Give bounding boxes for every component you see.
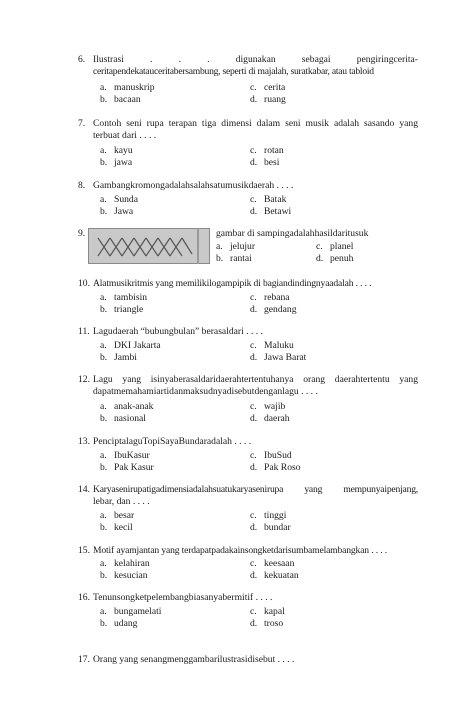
option-text: kelahiran — [114, 558, 150, 569]
option-text: besar — [114, 510, 135, 521]
option-a[interactable] — [100, 558, 250, 570]
option-letter: d. — [250, 156, 258, 168]
option-text: manuskrip — [114, 82, 155, 93]
option-letter: c. — [316, 241, 323, 252]
option-d[interactable] — [250, 157, 400, 169]
option-d[interactable] — [250, 206, 400, 218]
option-letter: b. — [100, 93, 108, 105]
question-6 — [78, 54, 418, 78]
option-letter: d. — [250, 617, 258, 629]
option-d[interactable] — [316, 253, 416, 265]
option-text: Pak Kasur — [114, 461, 154, 473]
option-letter: a. — [100, 194, 107, 205]
option-b[interactable] — [100, 413, 250, 425]
option-letter: a. — [100, 340, 107, 351]
option-text: kapal — [264, 606, 285, 617]
option-text: bungamelati — [114, 606, 162, 617]
option-letter: d. — [250, 205, 258, 217]
option-letter: a. — [100, 450, 107, 461]
option-letter: c. — [250, 401, 257, 412]
option-text: udang — [114, 617, 138, 629]
option-text: penuh — [330, 252, 354, 264]
options-16 — [100, 606, 400, 630]
question-number: 11. — [78, 326, 90, 337]
option-text: Jambi — [114, 351, 137, 363]
options-14 — [100, 510, 400, 534]
option-letter: c. — [250, 606, 257, 617]
options-12 — [100, 401, 400, 425]
option-letter: c. — [250, 558, 257, 569]
option-text: jelujur — [230, 241, 256, 252]
option-letter: d. — [250, 569, 258, 581]
question-17 — [78, 654, 418, 666]
question-text: terbuat dari . . . . — [93, 130, 157, 142]
option-b[interactable] — [100, 206, 250, 218]
option-letter: d. — [316, 252, 324, 264]
option-c[interactable] — [250, 450, 400, 462]
option-text: Sunda — [114, 194, 138, 205]
question-number: 16. — [78, 592, 90, 603]
option-text: troso — [264, 617, 284, 629]
option-c[interactable] — [250, 510, 400, 522]
option-text: gendang — [264, 303, 297, 315]
question-15 — [78, 545, 418, 557]
option-letter: b. — [100, 156, 108, 168]
question-number: 14. — [78, 484, 90, 495]
option-text: Jawa Barat — [264, 351, 307, 363]
question-8 — [78, 180, 418, 192]
option-text: rebana — [264, 292, 290, 303]
option-b[interactable] — [216, 253, 316, 265]
option-letter: c. — [250, 145, 257, 156]
option-letter: d. — [250, 93, 258, 105]
option-a[interactable] — [100, 510, 250, 522]
question-text: Karyasenirupatigadimensiadalahsuatukaryasenirupa yang mempunyaipenjang, — [93, 484, 418, 495]
option-text: IbuKasur — [114, 450, 150, 461]
option-text: besi — [264, 156, 280, 168]
option-text: Batak — [264, 194, 287, 205]
option-text: ruang — [264, 93, 286, 105]
option-c[interactable] — [250, 194, 400, 206]
option-letter: b. — [100, 461, 108, 473]
option-a[interactable] — [216, 241, 316, 253]
stitch-illustration — [88, 228, 210, 264]
question-10 — [78, 278, 418, 290]
options-6 — [100, 82, 400, 106]
option-text: Jawa — [114, 205, 134, 217]
question-number: 6. — [78, 54, 86, 65]
option-letter: b. — [100, 569, 108, 581]
options-15 — [100, 558, 400, 582]
option-letter: b. — [100, 351, 108, 363]
question-text: Contoh seni rupa terapan tiga dimensi dalam seni musik adalah sasando yang — [93, 118, 418, 129]
question-number: 7. — [78, 118, 86, 129]
question-text: Lagu yang isinyaberasaldaridaerahtertentuhanya orang daerahtertentu yang — [93, 374, 418, 385]
option-text: Maluku — [264, 340, 294, 351]
option-letter: b. — [100, 303, 108, 315]
question-13 — [78, 436, 418, 448]
option-letter: c. — [250, 340, 257, 351]
option-letter: a. — [100, 401, 107, 412]
option-c[interactable] — [250, 558, 400, 570]
option-letter: a. — [100, 82, 107, 93]
option-letter: b. — [100, 412, 108, 424]
option-letter: a. — [100, 145, 107, 156]
option-d[interactable] — [250, 618, 400, 630]
option-d[interactable] — [250, 413, 400, 425]
question-text: dapatmemahamiartidanmaksudnyadisebutdenganlagu . . . . — [93, 386, 318, 398]
option-letter: a. — [100, 558, 107, 569]
option-letter: c. — [250, 450, 257, 461]
options-9 — [216, 241, 416, 265]
option-c[interactable] — [250, 82, 400, 94]
option-b[interactable] — [100, 157, 250, 169]
option-text: bacaan — [114, 93, 141, 105]
option-letter: a. — [100, 292, 107, 303]
option-text: anak-anak — [114, 401, 154, 412]
option-b[interactable] — [100, 522, 250, 534]
option-a[interactable] — [100, 401, 250, 413]
option-d[interactable] — [250, 570, 400, 582]
option-d[interactable] — [250, 352, 400, 364]
option-letter: d. — [250, 461, 258, 473]
option-text: daerah — [264, 412, 290, 424]
options-11 — [100, 340, 400, 364]
option-text: planel — [330, 241, 354, 252]
options-10 — [100, 292, 400, 316]
option-b[interactable] — [100, 570, 250, 582]
option-letter: c. — [250, 292, 257, 303]
option-c[interactable] — [250, 145, 400, 157]
option-b[interactable] — [100, 352, 250, 364]
option-text: kekuatan — [264, 569, 299, 581]
question-text: lebar, dan . . . . — [93, 496, 150, 508]
question-number: 13. — [78, 436, 90, 447]
option-c[interactable] — [250, 340, 400, 352]
option-b[interactable] — [100, 462, 250, 474]
question-text: PenciptalaguTopiSayaBundaradalah . . . . — [93, 436, 252, 447]
option-letter: c. — [250, 194, 257, 205]
option-letter: a. — [216, 241, 223, 252]
option-text: rotan — [264, 145, 284, 156]
option-a[interactable] — [100, 450, 250, 462]
option-d[interactable] — [250, 462, 400, 474]
question-14 — [78, 484, 418, 508]
question-text: Tenunsongketpelembangbiasanyabermitif . . . . — [93, 592, 273, 603]
question-number: 8. — [78, 180, 86, 191]
option-letter: d. — [250, 351, 258, 363]
option-text: DKI Jakarta — [114, 340, 161, 351]
question-text: Gambangkromongadalahsalahsatumusikdaerah . . . . — [93, 180, 294, 191]
option-text: tinggi — [264, 510, 287, 521]
options-8 — [100, 194, 400, 218]
option-c[interactable] — [250, 292, 400, 304]
option-text: wajib — [264, 401, 286, 412]
option-letter: b. — [100, 205, 108, 217]
option-b[interactable] — [100, 618, 250, 630]
question-text: Motif ayamjantan yang terdapatpadakainsongketdarisumbamelambangkan . . . . — [93, 545, 387, 556]
option-text: kecil — [114, 521, 133, 533]
options-7 — [100, 145, 400, 169]
option-letter: c. — [250, 510, 257, 521]
option-text: tambisin — [114, 292, 148, 303]
option-c[interactable] — [250, 401, 400, 413]
option-letter: d. — [250, 521, 258, 533]
option-letter: d. — [250, 303, 258, 315]
question-number: 15. — [78, 545, 90, 556]
option-b[interactable] — [100, 94, 250, 106]
option-text: kesucian — [114, 569, 148, 581]
option-letter: c. — [250, 82, 257, 93]
option-text: Betawi — [264, 205, 292, 217]
option-text: keesaan — [264, 558, 295, 569]
option-b[interactable] — [100, 304, 250, 316]
option-text: jawa — [114, 156, 133, 168]
question-16 — [78, 592, 418, 604]
question-12 — [78, 374, 418, 398]
option-letter: a. — [100, 606, 107, 617]
option-d[interactable] — [250, 94, 400, 106]
question-number: 17. — [78, 654, 90, 665]
option-a[interactable] — [100, 340, 250, 352]
option-text: IbuSud — [264, 450, 292, 461]
options-13 — [100, 450, 400, 474]
option-c[interactable] — [250, 606, 400, 618]
question-number: 12. — [78, 374, 90, 385]
question-text: Orang yang senangmenggambarilustrasidisebut . . . . — [93, 654, 295, 665]
question-text: ceritapendekatauceritabersambung, seperti di majalah, suratkabar, atau tabloid — [93, 66, 374, 78]
question-text: Lagudaerah “bubungbulan” berasaldari . . . . — [93, 326, 263, 337]
option-d[interactable] — [250, 304, 400, 316]
question-11 — [78, 326, 418, 338]
option-text: bundar — [264, 521, 291, 533]
option-text: triangle — [114, 303, 144, 315]
question-text: Ilustrasi . . . digunakan sebagai pengiringcerita- — [93, 54, 418, 65]
option-a[interactable] — [100, 194, 250, 206]
question-number: 10. — [78, 278, 90, 289]
option-letter: b. — [100, 521, 108, 533]
question-number: 9. — [78, 228, 86, 239]
option-a[interactable] — [100, 145, 250, 157]
question-7 — [78, 118, 418, 142]
option-letter: a. — [100, 510, 107, 521]
option-text: kayu — [114, 145, 133, 156]
option-letter: b. — [216, 252, 224, 264]
option-letter: b. — [100, 617, 108, 629]
option-d[interactable] — [250, 522, 400, 534]
option-text: nasional — [114, 412, 146, 424]
option-a[interactable] — [100, 606, 250, 618]
option-text: Pak Roso — [264, 461, 301, 473]
question-text: gambar di sampingadalahhasildaritusuk — [216, 228, 369, 239]
option-a[interactable] — [100, 292, 250, 304]
option-letter: d. — [250, 412, 258, 424]
option-a[interactable] — [100, 82, 250, 94]
option-text: rantai — [230, 252, 252, 264]
option-text: cerita — [264, 82, 286, 93]
question-text: Alatmusikritmis yang memilikilogampipik di bagiandindingnyaadalah . . . . — [93, 278, 372, 289]
option-c[interactable] — [316, 241, 416, 253]
